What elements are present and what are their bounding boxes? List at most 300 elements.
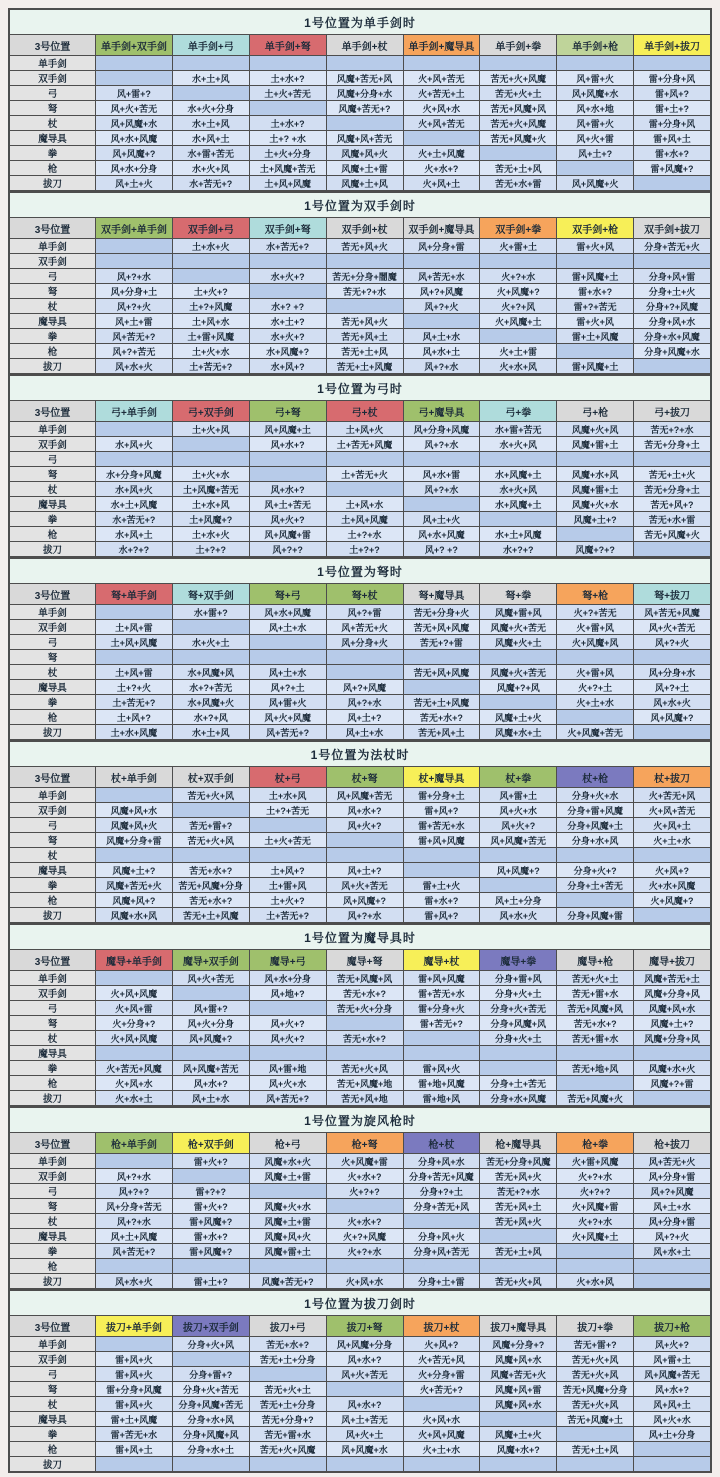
combo-cell: 风+?+水 <box>403 482 480 497</box>
combo-cell: 风+水+? <box>634 1382 711 1397</box>
combo-cell: 雷+火+? <box>172 1154 249 1169</box>
row-header: 枪 <box>10 710 96 725</box>
combo-cell: 雷+土+风魔 <box>96 1412 173 1427</box>
combo-cell: 风+土+火 <box>403 512 480 527</box>
column-header: 杖+弓 <box>249 767 326 788</box>
column-header: 枪+杖 <box>403 1133 480 1154</box>
combo-cell: 火+水+? <box>326 1214 403 1229</box>
combo-cell: 分身+风魔+水 <box>634 344 711 359</box>
combo-cell <box>403 650 480 665</box>
column-header: 枪+双手剑 <box>172 1133 249 1154</box>
combo-cell: 风+分身+土 <box>96 284 173 299</box>
combo-cell: 风+水+分身 <box>96 161 173 176</box>
combo-cell: 风魔+土+雷 <box>249 1169 326 1184</box>
combo-cell: 雷+分身+风 <box>634 116 711 131</box>
combo-cell: 风+火+? <box>249 1016 326 1031</box>
row-header: 弩 <box>10 650 96 665</box>
combo-cell <box>249 452 326 467</box>
combo-cell: 水+?+风 <box>172 710 249 725</box>
combo-cell: 火+水+土 <box>96 1091 173 1106</box>
combo-cell <box>96 56 173 71</box>
combo-cell: 风魔+?+? <box>557 542 634 557</box>
combo-cell: 风+火+土 <box>326 1427 403 1442</box>
column-header: 魔导+弩 <box>326 950 403 971</box>
combo-cell <box>480 452 557 467</box>
combo-cell: 风+?+风魔 <box>326 680 403 695</box>
combo-cell <box>96 650 173 665</box>
combo-cell <box>480 1412 557 1427</box>
combo-cell: 风+水+火 <box>96 1274 173 1289</box>
combo-cell: 雷+?+苦无 <box>557 299 634 314</box>
combo-cell <box>634 1046 711 1061</box>
combo-cell: 风+?+风魔 <box>634 1184 711 1199</box>
combo-cell: 苦无+水+? <box>172 863 249 878</box>
column-header: 弩+杖 <box>326 584 403 605</box>
combo-cell <box>480 329 557 344</box>
row-header: 枪 <box>10 1259 96 1274</box>
combo-cell: 分身+火+土 <box>480 1031 557 1046</box>
row-header: 单手剑 <box>10 422 96 437</box>
combo-cell: 水+风+土 <box>172 131 249 146</box>
combo-cell <box>480 695 557 710</box>
combo-cell <box>96 422 173 437</box>
combo-cell: 风+苦无+水 <box>403 269 480 284</box>
combo-cell: 风+水+土 <box>403 344 480 359</box>
combo-cell: 风+火+雷 <box>557 131 634 146</box>
combo-cell <box>403 1046 480 1061</box>
combo-cell: 风+苦无+? <box>96 1244 173 1259</box>
row-header: 魔导具 <box>10 680 96 695</box>
row-header: 拳 <box>10 1244 96 1259</box>
combo-cell: 火+风魔+? <box>480 284 557 299</box>
combo-cell: 风+?+土 <box>634 680 711 695</box>
row-header: 双手剑 <box>10 1352 96 1367</box>
combo-table <box>9 375 711 557</box>
combo-cell: 土+水+火 <box>172 239 249 254</box>
combo-cell: 分身+苦无+火 <box>634 239 711 254</box>
row-header: 拳 <box>10 878 96 893</box>
combo-cell: 风+火+分身 <box>172 1016 249 1031</box>
combo-cell: 雷+风+火 <box>96 1397 173 1412</box>
combo-cell: 风魔+分身+风 <box>634 986 711 1001</box>
combo-cell: 雷+风+火 <box>96 1352 173 1367</box>
combo-cell: 土+?+风魔 <box>172 299 249 314</box>
combo-cell: 风+土+火 <box>96 176 173 191</box>
combo-cell: 土+火+水 <box>172 467 249 482</box>
column-header: 魔导+弓 <box>249 950 326 971</box>
combo-cell: 风魔+苦无+火 <box>96 878 173 893</box>
combo-cell: 风+水+雷 <box>403 467 480 482</box>
combo-cell: 火+水+风 <box>557 1274 634 1289</box>
column-header: 单手剑+枪 <box>557 35 634 56</box>
combo-cell: 苦无+雷+水 <box>557 986 634 1001</box>
combo-cell: 风+苦无+? <box>249 1091 326 1106</box>
column-header: 枪+魔导具 <box>480 1133 557 1154</box>
combo-cell <box>172 269 249 284</box>
column-header: 弩+拳 <box>480 584 557 605</box>
combo-cell <box>172 437 249 452</box>
combo-cell: 风+风魔+苦无 <box>172 1061 249 1076</box>
combo-cell: 苦无+风魔+风 <box>326 971 403 986</box>
combo-cell: 风+风魔+土 <box>249 422 326 437</box>
combo-cell <box>557 1259 634 1274</box>
column-header: 弩+枪 <box>557 584 634 605</box>
combo-cell: 风魔+水+火 <box>634 1061 711 1076</box>
combo-cell: 风魔+土+火 <box>480 710 557 725</box>
combo-cell: 风+苦无+? <box>249 725 326 740</box>
section-6 <box>8 923 712 1107</box>
combo-cell <box>96 1259 173 1274</box>
combo-cell: 雷+风+火 <box>403 1061 480 1076</box>
combo-cell: 风+火+风魔 <box>249 710 326 725</box>
combo-cell: 苦无+风魔+土 <box>557 1412 634 1427</box>
combo-cell: 风魔+分身+雷 <box>96 833 173 848</box>
combo-cell <box>634 1274 711 1289</box>
combo-cell <box>634 1457 711 1472</box>
combo-cell: 风+雷+地 <box>249 1061 326 1076</box>
combo-cell: 风+水+风魔 <box>403 527 480 542</box>
column-header: 弓+拳 <box>480 401 557 422</box>
combo-cell <box>96 788 173 803</box>
combo-cell <box>326 482 403 497</box>
combo-cell: 风+水+地 <box>557 101 634 116</box>
combo-cell: 水+苦无+? <box>172 176 249 191</box>
combo-cell <box>326 833 403 848</box>
combo-table <box>9 924 711 1106</box>
row-header: 弓 <box>10 452 96 467</box>
combo-cell: 火+风+? <box>403 1337 480 1352</box>
combo-cell: 分身+火+风 <box>172 1337 249 1352</box>
row-header: 弩 <box>10 284 96 299</box>
combo-cell: 火+水+? <box>326 1169 403 1184</box>
column-header: 单手剑+双手剑 <box>96 35 173 56</box>
column-header: 单手剑+魔导具 <box>403 35 480 56</box>
combo-cell: 风+土+水 <box>326 725 403 740</box>
section-5 <box>8 740 712 924</box>
combo-cell: 苦无+风+土 <box>403 725 480 740</box>
row-header: 枪 <box>10 161 96 176</box>
combo-cell: 雷+风+? <box>403 803 480 818</box>
combo-cell: 水+风魔+火 <box>172 695 249 710</box>
combo-cell: 苦无+分身+土 <box>634 437 711 452</box>
combo-cell: 风+水+? <box>172 1076 249 1091</box>
combo-cell: 苦无+火+风魔 <box>480 71 557 86</box>
combo-cell <box>326 650 403 665</box>
combo-cell: 火+分身+? <box>96 1016 173 1031</box>
combo-cell: 雷+苦无+水 <box>403 986 480 1001</box>
combo-cell: 水+火+土 <box>172 635 249 650</box>
combo-cell: 雷+苦无+水 <box>96 1427 173 1442</box>
combo-cell: 风魔+雷+土 <box>249 1244 326 1259</box>
row-header: 双手剑 <box>10 254 96 269</box>
combo-cell: 火+水+风魔 <box>634 878 711 893</box>
combo-cell: 风魔+风+水 <box>480 1397 557 1412</box>
row-header: 枪 <box>10 1076 96 1091</box>
section-4 <box>8 557 712 741</box>
combo-cell: 雷+?+? <box>172 1184 249 1199</box>
combo-cell: 风+分身+雷 <box>403 239 480 254</box>
combo-cell: 苦无+风魔+分身 <box>172 878 249 893</box>
combo-cell: 分身+土+苦无 <box>557 878 634 893</box>
combo-cell: 风+土+苦无 <box>326 1412 403 1427</box>
combo-cell: 风魔+风+火 <box>326 146 403 161</box>
combo-cell: 风+雷+土 <box>480 788 557 803</box>
combo-cell: 水+土+风 <box>172 71 249 86</box>
combo-cell <box>403 314 480 329</box>
combo-cell: 土+风+水 <box>172 314 249 329</box>
combo-cell: 分身+雷+风魔 <box>557 803 634 818</box>
combo-cell: 苦无+火+风 <box>326 1061 403 1076</box>
combo-cell: 分身+土+火 <box>634 284 711 299</box>
row-header: 弩 <box>10 101 96 116</box>
combo-cell: 雷+土+火 <box>403 878 480 893</box>
combo-cell: 风+火+水 <box>249 1076 326 1091</box>
combo-cell: 土+风魔+苦无 <box>172 482 249 497</box>
combo-cell: 火+风魔+? <box>634 893 711 908</box>
combo-cell: 分身+火+? <box>557 863 634 878</box>
row-header: 魔导具 <box>10 1412 96 1427</box>
combo-cell <box>172 1169 249 1184</box>
combo-cell: 苦无+土+风魔 <box>172 908 249 923</box>
combo-cell: 风+?+火 <box>634 1229 711 1244</box>
combo-cell: 风+风魔+苦无 <box>326 788 403 803</box>
combo-cell <box>557 1076 634 1091</box>
combo-cell <box>403 131 480 146</box>
combo-cell: 风魔+分身+风 <box>634 1031 711 1046</box>
column-header: 弩+拔刀 <box>634 584 711 605</box>
combo-cell: 苦无+水+? <box>403 710 480 725</box>
combo-cell: 风+苦无+火 <box>326 620 403 635</box>
combo-cell: 风+?+? <box>96 1184 173 1199</box>
combo-cell <box>403 680 480 695</box>
combo-cell <box>249 1046 326 1061</box>
combo-cell <box>480 1046 557 1061</box>
combo-cell: 苦无+火+分身 <box>326 1001 403 1016</box>
combo-cell: 风魔+?+风 <box>480 680 557 695</box>
combo-cell <box>172 986 249 1001</box>
combo-cell <box>557 452 634 467</box>
combo-cell: 风+水+? <box>249 482 326 497</box>
combo-cell: 火+雷+风 <box>557 665 634 680</box>
combo-cell <box>326 254 403 269</box>
combo-cell: 风魔+水+风 <box>557 467 634 482</box>
combo-cell <box>249 56 326 71</box>
combo-cell: 火+风+苦无 <box>403 116 480 131</box>
combo-cell: 火+风+土 <box>634 818 711 833</box>
combo-cell <box>634 452 711 467</box>
combo-cell: 苦无+风+火 <box>480 1169 557 1184</box>
combo-cell: 风+火+苦无 <box>326 1367 403 1382</box>
combo-cell: 土+风+水 <box>326 497 403 512</box>
combo-cell: 分身+风+水 <box>403 1154 480 1169</box>
combo-cell: 土+?+火 <box>96 680 173 695</box>
combo-cell: 土+火+苦无 <box>249 833 326 848</box>
combo-cell <box>326 1199 403 1214</box>
combo-cell: 苦无+分身+闇魔 <box>326 269 403 284</box>
combo-cell: 苦无+风+火 <box>480 1214 557 1229</box>
combo-cell: 雷+火+? <box>172 1199 249 1214</box>
combo-cell: 风+?+土 <box>249 680 326 695</box>
combo-cell: 风+分身+雷 <box>634 1214 711 1229</box>
combo-cell <box>480 650 557 665</box>
combo-cell: 水+分身+风魔 <box>96 467 173 482</box>
combo-cell: 苦无+?+水 <box>634 422 711 437</box>
combo-cell <box>557 1427 634 1442</box>
combo-cell: 土+火+苦无 <box>249 86 326 101</box>
combo-cell: 苦无+风+土 <box>326 329 403 344</box>
combo-cell: 风+雷+土 <box>634 1352 711 1367</box>
combo-cell <box>557 1244 634 1259</box>
combo-cell <box>480 1457 557 1472</box>
combo-cell: 苦无+风魔+火 <box>634 527 711 542</box>
combo-cell: 分身+水+风魔 <box>480 1091 557 1106</box>
combo-cell: 苦无+土+风魔 <box>326 359 403 374</box>
row-header: 拳 <box>10 146 96 161</box>
combo-cell <box>634 1442 711 1457</box>
combo-cell <box>172 86 249 101</box>
combo-cell: 水+?+? <box>96 542 173 557</box>
section-3 <box>8 374 712 558</box>
combo-cell: 雷+火+风 <box>557 239 634 254</box>
combo-cell: 风魔+火+土 <box>480 635 557 650</box>
corner-header: 3号位置 <box>10 218 96 239</box>
combo-cell: 风+水+风魔 <box>249 605 326 620</box>
combo-cell: 风+水+火 <box>480 908 557 923</box>
combo-cell: 土+?+? <box>326 542 403 557</box>
combo-cell: 水+土+? <box>249 314 326 329</box>
combo-cell: 苦无+火+风 <box>480 1274 557 1289</box>
combo-cell: 苦无+水+? <box>557 1016 634 1031</box>
combo-cell <box>557 254 634 269</box>
combo-cell: 苦无+火+土 <box>557 971 634 986</box>
combo-cell: 土+水+火 <box>172 527 249 542</box>
combo-cell: 雷+风+风魔 <box>403 833 480 848</box>
combo-cell: 土+苦无+? <box>96 695 173 710</box>
row-header: 单手剑 <box>10 788 96 803</box>
combo-cell: 风+水+火 <box>96 359 173 374</box>
combo-cell: 风魔+土+火 <box>480 1427 557 1442</box>
column-header: 双手剑+枪 <box>557 218 634 239</box>
row-header: 弓 <box>10 818 96 833</box>
combo-cell: 风+?+水 <box>403 359 480 374</box>
row-header: 拳 <box>10 329 96 344</box>
corner-header: 3号位置 <box>10 1133 96 1154</box>
combo-cell <box>480 848 557 863</box>
combo-cell <box>96 971 173 986</box>
column-header: 拔刀+双手剑 <box>172 1316 249 1337</box>
combo-cell: 水+雷+苦无 <box>480 422 557 437</box>
combo-cell: 风+风魔+? <box>634 710 711 725</box>
combo-cell <box>326 56 403 71</box>
combo-cell: 火+?+水 <box>557 1169 634 1184</box>
combo-cell <box>480 254 557 269</box>
combo-cell: 火+风+水 <box>403 1412 480 1427</box>
combo-cell: 风魔+水+土 <box>480 725 557 740</box>
combo-cell <box>480 146 557 161</box>
combo-cell: 苦无+水+? <box>326 1031 403 1046</box>
combo-cell <box>326 1016 403 1031</box>
row-header: 杖 <box>10 665 96 680</box>
combo-cell <box>249 848 326 863</box>
column-header: 弓+魔导具 <box>403 401 480 422</box>
combo-cell: 风+土+? <box>326 710 403 725</box>
combo-cell: 风+土+? <box>557 146 634 161</box>
combo-cell <box>96 848 173 863</box>
combo-cell: 苦无+分身+? <box>249 1412 326 1427</box>
row-header: 双手剑 <box>10 71 96 86</box>
combo-cell <box>557 848 634 863</box>
combo-cell: 苦无+火+土 <box>480 86 557 101</box>
combo-cell: 苦无+水+? <box>326 986 403 1001</box>
combo-cell: 雷+风+土 <box>634 131 711 146</box>
combo-cell <box>96 1457 173 1472</box>
row-header: 单手剑 <box>10 1337 96 1352</box>
column-header: 弓+双手剑 <box>172 401 249 422</box>
combo-cell: 风+水+? <box>249 437 326 452</box>
combo-cell: 风+土+分身 <box>634 1427 711 1442</box>
combo-cell <box>326 299 403 314</box>
combo-cell: 分身+风+火 <box>403 1229 480 1244</box>
row-header: 双手剑 <box>10 620 96 635</box>
column-header: 魔导+杖 <box>403 950 480 971</box>
combo-cell: 风魔+火+水 <box>249 1199 326 1214</box>
combo-cell: 苦无+火+风魔 <box>249 1442 326 1457</box>
combo-cell <box>634 848 711 863</box>
combo-cell: 苦无+风+地 <box>326 1091 403 1106</box>
combo-cell: 火+苦无+风 <box>634 788 711 803</box>
combo-cell: 风+土+? <box>326 863 403 878</box>
section-title: 1号位置为拔刀剑时 <box>10 1291 711 1316</box>
combo-cell: 苦无+风魔+分身 <box>557 1382 634 1397</box>
row-header: 枪 <box>10 893 96 908</box>
combo-cell: 水+风+火 <box>96 437 173 452</box>
combo-cell: 雷+风+? <box>634 86 711 101</box>
combo-cell <box>249 467 326 482</box>
combo-cell: 风+火+? <box>249 1031 326 1046</box>
column-header: 拔刀+弓 <box>249 1316 326 1337</box>
combo-cell: 风+土+水 <box>634 1199 711 1214</box>
combo-cell: 分身+苦无+风 <box>403 1199 480 1214</box>
combo-cell <box>403 254 480 269</box>
combo-cell <box>326 848 403 863</box>
combo-cell <box>249 254 326 269</box>
combo-cell <box>403 56 480 71</box>
combo-cell: 雷+风魔+? <box>634 161 711 176</box>
row-header: 拔刀 <box>10 1274 96 1289</box>
combo-cell <box>96 1337 173 1352</box>
column-header: 杖+单手剑 <box>96 767 173 788</box>
combo-cell <box>634 725 711 740</box>
combo-cell: 风+土+苦无 <box>249 497 326 512</box>
section-title: 1号位置为单手剑时 <box>10 10 711 35</box>
combo-cell: 风+土+风魔 <box>96 1229 173 1244</box>
combo-cell: 风+苦无+风魔 <box>634 605 711 620</box>
combo-cell: 风魔+雷+土 <box>557 482 634 497</box>
combo-cell: 苦无+风魔+地 <box>326 1076 403 1091</box>
combo-cell: 火+?+? <box>326 1184 403 1199</box>
combo-cell <box>326 1046 403 1061</box>
combo-cell <box>403 497 480 512</box>
combo-cell: 苦无+土+风 <box>480 161 557 176</box>
row-header: 杖 <box>10 482 96 497</box>
combo-cell: 水+火+风 <box>172 161 249 176</box>
combo-cell: 风+风魔+水 <box>557 86 634 101</box>
combo-cell <box>557 650 634 665</box>
column-header: 魔导+拳 <box>480 950 557 971</box>
combo-cell: 分身+风魔+风 <box>172 1427 249 1442</box>
combo-cell: 风+火+苦无 <box>96 101 173 116</box>
combo-cell: 苦无+水+雷 <box>634 512 711 527</box>
